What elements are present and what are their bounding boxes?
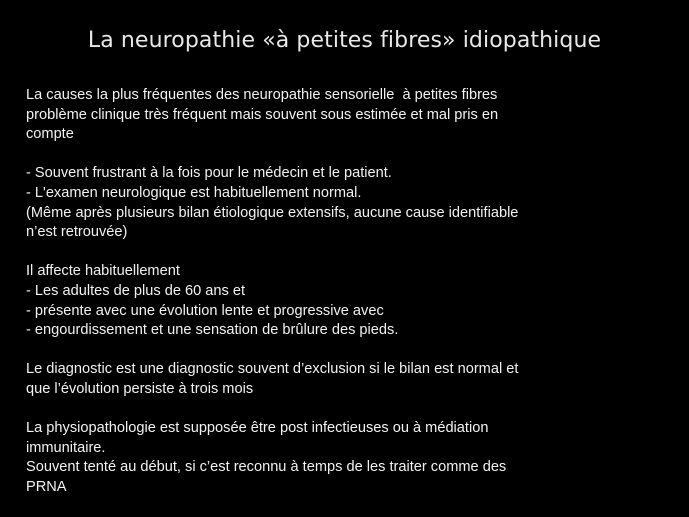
paragraph-affects [26,262,586,340]
slide-title: La neuropathie «à petites fibres» idiopathique [87,28,602,53]
paragraph-intro [26,86,586,145]
text-line: La causes la plus fréquentes des neuropathie sensorielle à petites fibres [26,87,498,103]
paragraph-gap [26,243,586,263]
paragraph-gap [26,341,586,361]
text-line: Souvent tenté au début, si c’est reconnu à temps de les traiter comme des [26,459,507,476]
text-line: (Même après plusieurs bilan étiologique extensifs, aucune cause identifiable [26,204,519,221]
text-line: compte [26,126,74,143]
text-line: La physiopathologie est supposée être post infectieuses ou à médiation [26,420,489,437]
paragraph-gap [26,145,586,165]
paragraph-diagnosis [26,360,586,399]
text-line: immunitaire. [26,439,106,456]
paragraph-gap [26,400,586,420]
paragraph-clinical [26,164,586,242]
slide-body [26,86,586,497]
text-line: problème clinique très fréquent mais souvent sous estimée et mal pris en [26,106,499,123]
paragraph-physiopathology [26,419,586,497]
text-line: - engourdissement et une sensation de brûlure des pieds. [26,322,399,339]
text-line: n’est retrouvée) [26,224,128,241]
text-line: - L'examen neurologique est habituellement normal. [26,184,362,201]
text-line: Le diagnostic est une diagnostic souvent d’exclusion si le bilan est normal et [26,361,519,378]
text-line: PRNA [26,478,67,495]
text-line: - Souvent frustrant à la fois pour le médecin et le patient. [26,165,392,182]
text-line: Il affecte habituellement [26,263,180,280]
text-line: - Les adultes de plus de 60 ans et [26,282,246,299]
text-line: - présente avec une évolution lente et progressive avec [26,302,384,319]
text-line: que l’évolution persiste à trois mois [26,380,254,397]
